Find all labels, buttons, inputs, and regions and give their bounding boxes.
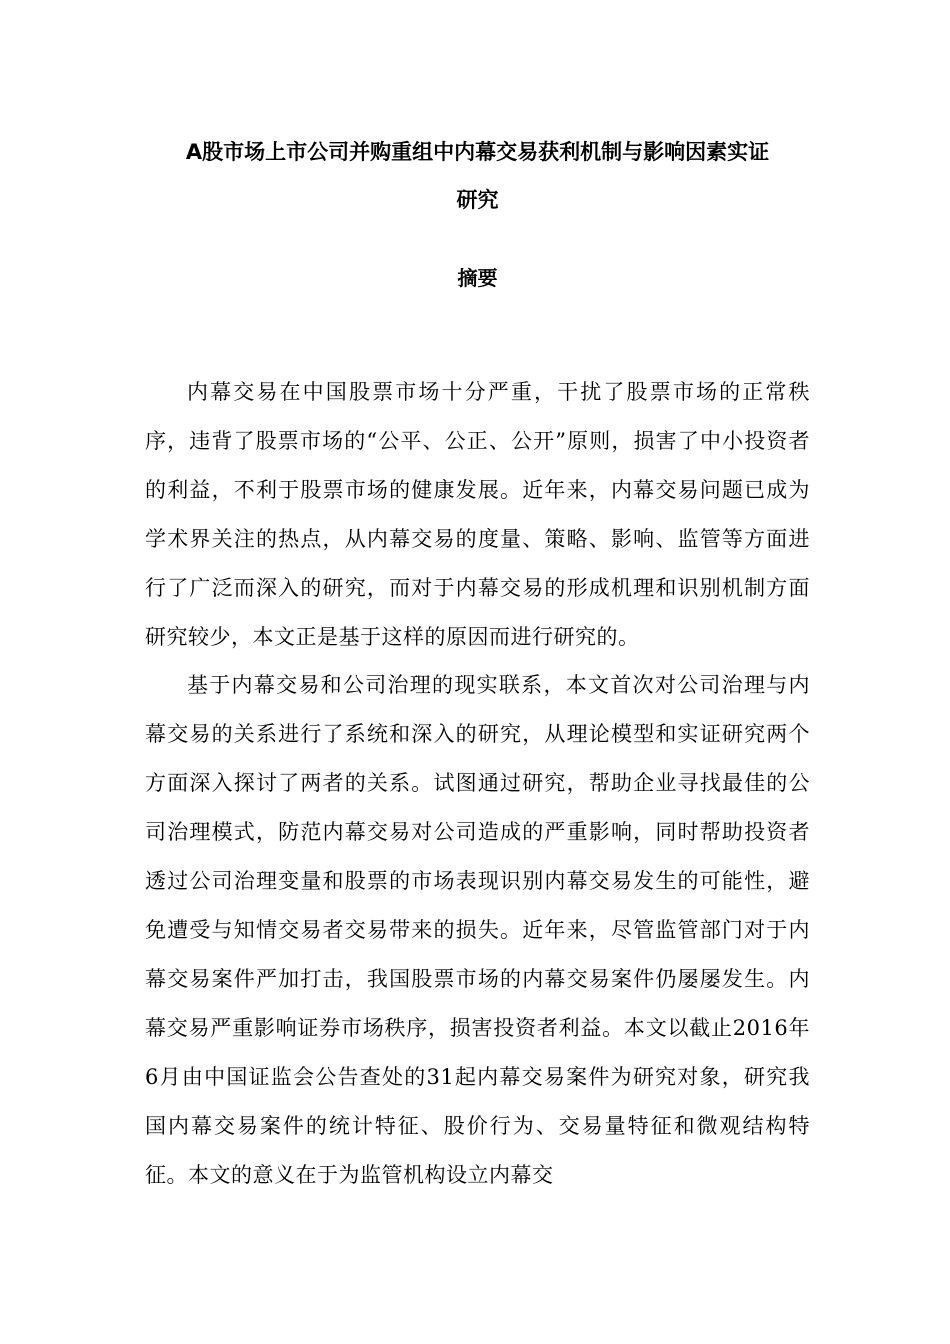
document-title-line-1: A股市场上市公司并购重组中内幕交易获利机制与影响因素实证 (185, 140, 770, 164)
document-title-line-2: 研究 (456, 188, 499, 212)
abstract-heading: 摘要 (457, 266, 498, 290)
abstract-paragraph-2: 基于内幕交易和公司治理的现实联系，本文首次对公司治理与内幕交易的关系进行了系统和深入的研究，从理论模型和实证研究两个方面深入探讨了两者的关系。试图通过研究，帮助企业寻找最佳的公司治理模式，防范内幕交易对公司造成的严重影响，同时帮助投资者透过公司治理变量和股票的市场表现识别内幕交易发生的可能性，避免遭受与知情交易者交易带来的损失。近年来，尽管监管部门对于内幕交易案件严加打击，我国股票市场的内幕交易案件仍屡屡发生。内幕交易严重影响证券市场秩序，损害投资者利益。本文以截止2016年6月由中国证监会公告查处的31起内幕交易案件为研究对象，研究我国内幕交易案件的统计特征、股价行为、交易量特征和微观结构特征。本文的意义在于为监管机构设立内幕交 (145, 673, 810, 1187)
abstract-body (145, 368, 810, 1199)
abstract-paragraph-1: 内幕交易在中国股票市场十分严重，干扰了股票市场的正常秩序，违背了股票市场的“公平、公正、公开”原则，损害了中小投资者的利益，不利于股票市场的健康发展。近年来，内幕交易问题已成为学术界关注的热点，从内幕交易的度量、策略、影响、监管等方面进行了广泛而深入的研究，而对于内幕交易的形成机理和识别机制方面研究较少，本文正是基于这样的原因而进行研究的。 (145, 380, 810, 649)
